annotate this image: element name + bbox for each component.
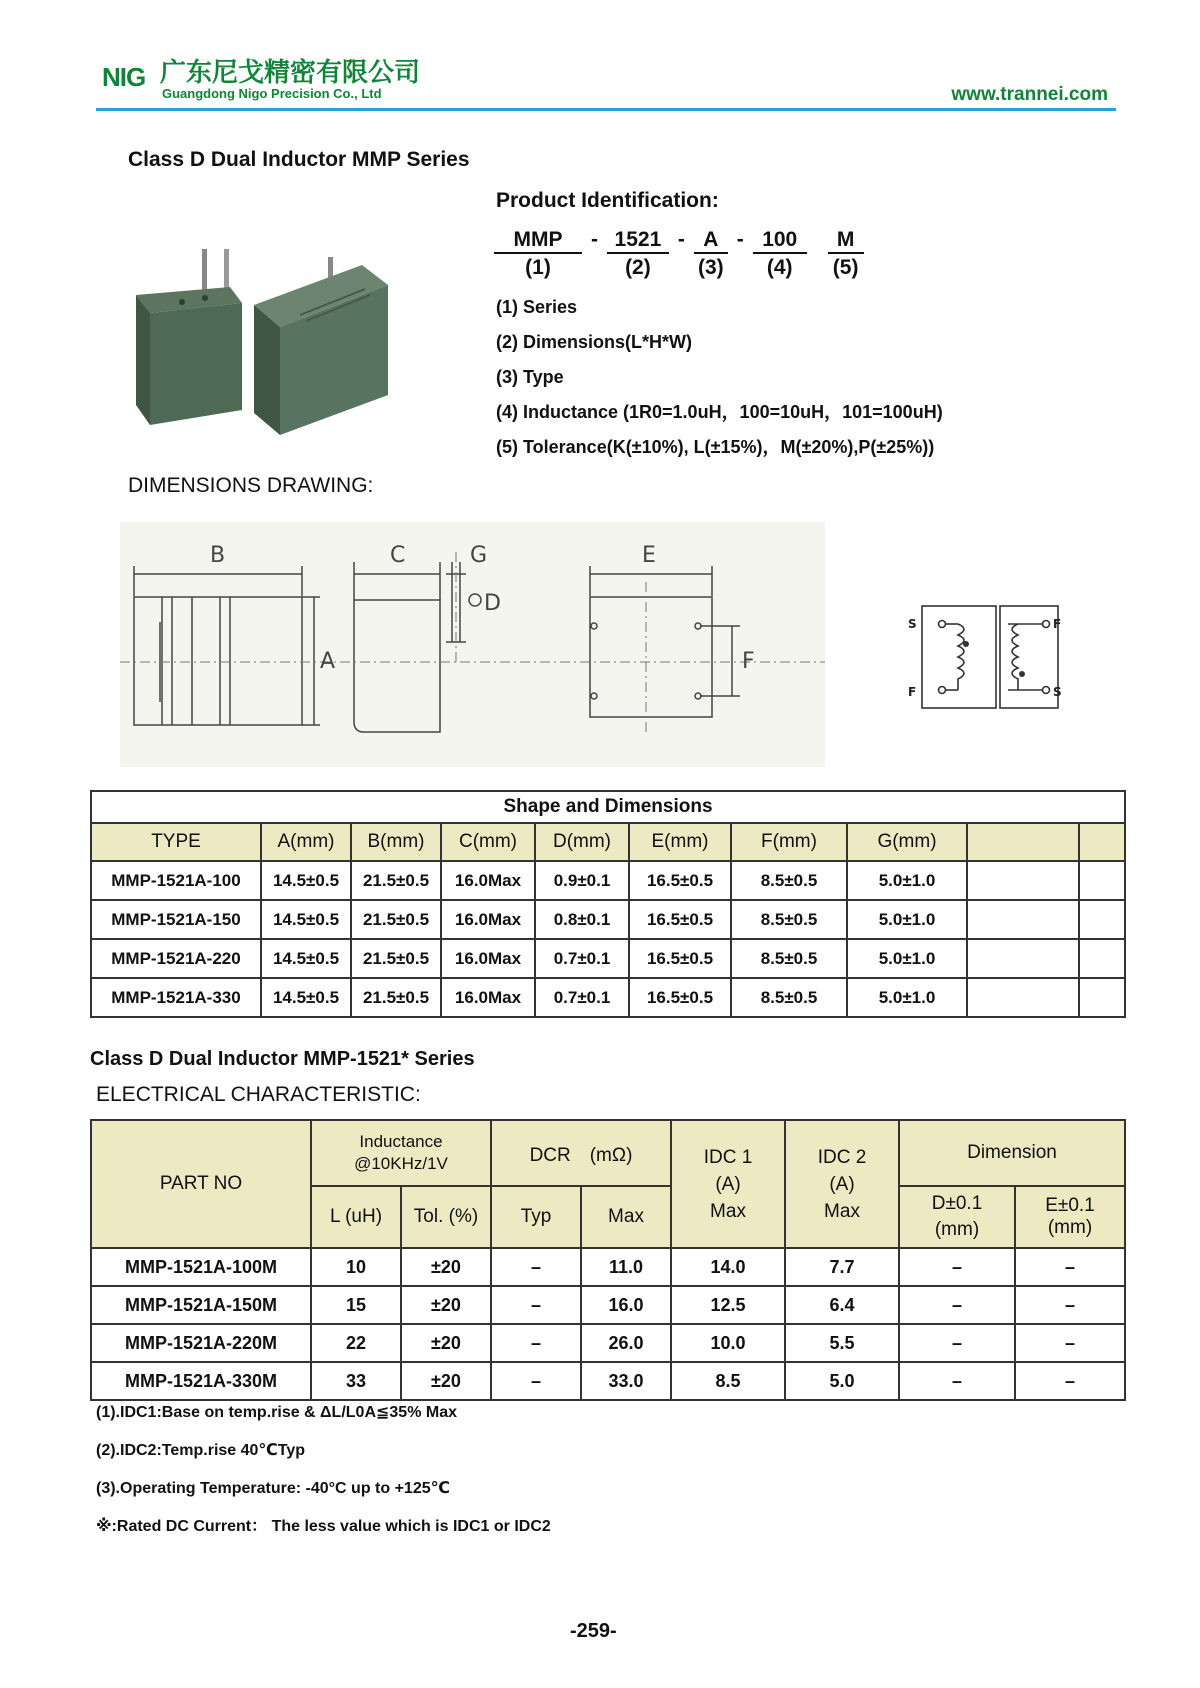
code-index-2: (2) bbox=[625, 256, 651, 279]
code-separator: - bbox=[736, 228, 744, 251]
shape-table-header: TYPE bbox=[91, 823, 261, 861]
shape-table-header: G(mm) bbox=[847, 823, 967, 861]
electrical-heading: ELECTRICAL CHARACTERISTIC: bbox=[96, 1083, 421, 1106]
table-cell: 11.0 bbox=[581, 1248, 671, 1286]
header-l-uh: L (uH) bbox=[311, 1186, 401, 1248]
table-row bbox=[91, 900, 1125, 939]
table-cell: 0.8±0.1 bbox=[535, 900, 629, 939]
table-cell: 5.0 bbox=[785, 1362, 899, 1400]
table-cell: – bbox=[491, 1286, 581, 1324]
table-cell: MMP-1521A-330 bbox=[91, 978, 261, 1017]
table-cell: – bbox=[491, 1324, 581, 1362]
table-cell: 8.5±0.5 bbox=[731, 939, 847, 978]
table-row bbox=[91, 1286, 1125, 1324]
shape-table-header bbox=[967, 823, 1079, 861]
table-cell: MMP-1521A-100M bbox=[91, 1248, 311, 1286]
table-cell: MMP-1521A-150M bbox=[91, 1286, 311, 1324]
table-cell: ±20 bbox=[401, 1362, 491, 1400]
shape-table-header: F(mm) bbox=[731, 823, 847, 861]
code-part-type: A bbox=[694, 228, 728, 254]
table-cell bbox=[967, 861, 1079, 900]
legend-item-type: (3) Type bbox=[496, 367, 564, 387]
header-part-no: PART NO bbox=[91, 1120, 311, 1248]
table-cell: 0.7±0.1 bbox=[535, 978, 629, 1017]
note-idc1: (1).IDC1:Base on temp.rise & ΔL/L0A≦35% Max bbox=[96, 1404, 457, 1421]
table-cell: 16.5±0.5 bbox=[629, 978, 731, 1017]
dimensions-drawing-svg bbox=[120, 522, 825, 767]
table-cell: – bbox=[491, 1362, 581, 1400]
table-cell: – bbox=[899, 1362, 1015, 1400]
table-cell: 16.5±0.5 bbox=[629, 861, 731, 900]
schematic-label-start-1: S bbox=[908, 617, 917, 631]
note-operating-temperature: (3).Operating Temperature: -40°C up to +125℃ bbox=[96, 1480, 450, 1497]
code-part-tolerance: M bbox=[828, 228, 864, 254]
header-d-line2: (mm) bbox=[934, 1219, 980, 1240]
table-cell: – bbox=[1015, 1324, 1125, 1362]
company-logo-mark: NIG bbox=[102, 62, 146, 92]
legend-item-inductance: (4) Inductance (1R0=1.0uH，100=10uH，101=100uH) bbox=[496, 402, 943, 422]
code-legend-list bbox=[496, 290, 943, 465]
header-idc2-line1: IDC 2 bbox=[817, 1146, 867, 1168]
shape-table-header: C(mm) bbox=[441, 823, 535, 861]
table-cell: ±20 bbox=[401, 1324, 491, 1362]
company-name-english: Guangdong Nigo Precision Co., Ltd bbox=[162, 86, 382, 101]
table-cell: 8.5 bbox=[671, 1362, 785, 1400]
table-cell: – bbox=[1015, 1286, 1125, 1324]
schematic-label-finish-1: F bbox=[908, 685, 917, 699]
dim-label-a: A bbox=[320, 649, 336, 674]
legend-item-series: (1) Series bbox=[496, 297, 578, 317]
note-idc2: (2).IDC2:Temp.rise 40℃Typ bbox=[96, 1442, 306, 1459]
table-cell: 16.0Max bbox=[441, 978, 535, 1017]
series-title: Class D Dual Inductor MMP-1521* Series bbox=[90, 1048, 475, 1070]
legend-item-dimensions: (2) Dimensions(L*H*W) bbox=[496, 332, 693, 352]
shape-table-header: D(mm) bbox=[535, 823, 629, 861]
table-cell bbox=[1079, 978, 1125, 1017]
dim-label-e: E bbox=[642, 543, 656, 568]
table-cell bbox=[967, 900, 1079, 939]
header-inductance-line2: @10KHz/1V bbox=[354, 1154, 448, 1173]
header-dcr-max: Max bbox=[581, 1186, 671, 1248]
table-cell: 8.5±0.5 bbox=[731, 861, 847, 900]
table-cell: – bbox=[1015, 1362, 1125, 1400]
table-cell: 14.0 bbox=[671, 1248, 785, 1286]
header-dimension: Dimension bbox=[899, 1120, 1125, 1186]
table-cell: – bbox=[491, 1248, 581, 1286]
winding-schematic-svg bbox=[908, 604, 1062, 710]
electrical-characteristics-table bbox=[90, 1119, 1126, 1401]
schematic-label-start-2: S bbox=[1053, 685, 1062, 699]
table-row bbox=[91, 861, 1125, 900]
page-number: -259- bbox=[570, 1620, 617, 1642]
company-name-chinese: 广东尼戈精密有限公司 bbox=[160, 58, 421, 88]
shape-table-header: B(mm) bbox=[351, 823, 441, 861]
product-photo bbox=[130, 245, 400, 445]
table-cell: 16.0Max bbox=[441, 900, 535, 939]
table-cell: 21.5±0.5 bbox=[351, 861, 441, 900]
table-cell: 16.5±0.5 bbox=[629, 900, 731, 939]
table-cell: MMP-1521A-220 bbox=[91, 939, 261, 978]
table-cell: 33 bbox=[311, 1362, 401, 1400]
header-d-line1: D±0.1 bbox=[931, 1193, 983, 1214]
table-cell: – bbox=[899, 1286, 1015, 1324]
dim-label-f: F bbox=[742, 649, 755, 674]
product-identification-heading: Product Identification: bbox=[496, 189, 719, 212]
table-cell: 14.5±0.5 bbox=[261, 939, 351, 978]
table-cell: 5.0±1.0 bbox=[847, 861, 967, 900]
website-link[interactable]: www.trannei.com bbox=[951, 84, 1108, 105]
table-cell: 6.4 bbox=[785, 1286, 899, 1324]
table-cell: ±20 bbox=[401, 1248, 491, 1286]
table-cell bbox=[967, 978, 1079, 1017]
table-cell: 12.5 bbox=[671, 1286, 785, 1324]
table-cell: 5.5 bbox=[785, 1324, 899, 1362]
table-cell: 5.0±1.0 bbox=[847, 900, 967, 939]
shape-dimensions-table bbox=[90, 790, 1126, 1018]
code-part-inductance: 100 bbox=[753, 228, 807, 254]
shape-table-caption: Shape and Dimensions bbox=[91, 791, 1125, 823]
code-index-5: (5) bbox=[832, 256, 859, 279]
table-cell: 26.0 bbox=[581, 1324, 671, 1362]
dimensions-drawing-heading: DIMENSIONS DRAWING: bbox=[128, 474, 374, 497]
table-cell: 0.9±0.1 bbox=[535, 861, 629, 900]
shape-table-header bbox=[1079, 823, 1125, 861]
dimensions-drawing bbox=[120, 522, 825, 767]
header-e-dimension bbox=[1015, 1186, 1125, 1248]
header-idc2 bbox=[785, 1120, 899, 1248]
table-cell: 21.5±0.5 bbox=[351, 939, 441, 978]
table-row bbox=[91, 978, 1125, 1017]
table-cell: 16.0Max bbox=[441, 861, 535, 900]
table-row bbox=[91, 1248, 1125, 1286]
table-cell bbox=[1079, 861, 1125, 900]
table-cell: MMP-1521A-330M bbox=[91, 1362, 311, 1400]
table-cell: – bbox=[899, 1248, 1015, 1286]
header-inductance bbox=[311, 1120, 491, 1186]
winding-schematic bbox=[908, 604, 1062, 710]
page-title: Class D Dual Inductor MMP Series bbox=[128, 148, 470, 171]
header-idc1-line1: IDC 1 bbox=[703, 1146, 753, 1168]
table-cell: 8.5±0.5 bbox=[731, 978, 847, 1017]
header-idc1-line2: (A) bbox=[715, 1173, 741, 1195]
header-idc2-line2: (A) bbox=[829, 1173, 855, 1195]
table-cell: 5.0±1.0 bbox=[847, 939, 967, 978]
header-e-line2: (mm) bbox=[1047, 1217, 1093, 1238]
table-cell bbox=[1079, 939, 1125, 978]
header-idc2-line3: Max bbox=[824, 1200, 860, 1222]
code-part-series: MMP bbox=[494, 228, 582, 254]
table-cell: MMP-1521A-100 bbox=[91, 861, 261, 900]
table-cell: 16.0Max bbox=[441, 939, 535, 978]
product-code-breakdown bbox=[494, 228, 864, 280]
table-cell: 0.7±0.1 bbox=[535, 939, 629, 978]
notes-list bbox=[96, 1394, 551, 1546]
table-cell: – bbox=[1015, 1248, 1125, 1286]
table-cell: 16.5±0.5 bbox=[629, 939, 731, 978]
table-cell: MMP-1521A-150 bbox=[91, 900, 261, 939]
table-cell: 15 bbox=[311, 1286, 401, 1324]
schematic-label-finish-2: F bbox=[1053, 617, 1062, 631]
header-dcr: DCR (mΩ) bbox=[491, 1120, 671, 1186]
header-idc1-line3: Max bbox=[710, 1200, 746, 1222]
header-e-line1: E±0.1 bbox=[1045, 1195, 1095, 1216]
table-cell: 22 bbox=[311, 1324, 401, 1362]
table-cell: 8.5±0.5 bbox=[731, 900, 847, 939]
header-tolerance: Tol. (%) bbox=[401, 1186, 491, 1248]
table-cell: 14.5±0.5 bbox=[261, 978, 351, 1017]
shape-table-header: E(mm) bbox=[629, 823, 731, 861]
code-index-3: (3) bbox=[697, 256, 724, 279]
header-dcr-typ: Typ bbox=[491, 1186, 581, 1248]
code-separator: - bbox=[590, 228, 598, 251]
table-cell: 14.5±0.5 bbox=[261, 900, 351, 939]
table-cell bbox=[1079, 900, 1125, 939]
table-cell: 14.5±0.5 bbox=[261, 861, 351, 900]
table-row bbox=[91, 939, 1125, 978]
table-cell: 33.0 bbox=[581, 1362, 671, 1400]
dim-label-b: B bbox=[210, 543, 226, 568]
shape-table-header: A(mm) bbox=[261, 823, 351, 861]
code-separator: - bbox=[677, 228, 685, 251]
header-idc1 bbox=[671, 1120, 785, 1248]
table-cell: MMP-1521A-220M bbox=[91, 1324, 311, 1362]
header-d-dimension bbox=[899, 1186, 1015, 1248]
dim-label-c: C bbox=[390, 543, 406, 568]
table-cell: ±20 bbox=[401, 1286, 491, 1324]
table-cell: 5.0±1.0 bbox=[847, 978, 967, 1017]
header-inductance-line1: Inductance bbox=[359, 1132, 443, 1151]
table-cell: 7.7 bbox=[785, 1248, 899, 1286]
code-index-4: (4) bbox=[766, 256, 793, 279]
legend-item-tolerance: (5) Tolerance(K(±10%), L(±15%)，M(±20%),P(±25%)) bbox=[496, 437, 935, 457]
header-divider bbox=[96, 108, 1116, 111]
table-cell: 10.0 bbox=[671, 1324, 785, 1362]
table-cell: 10 bbox=[311, 1248, 401, 1286]
table-cell: 21.5±0.5 bbox=[351, 900, 441, 939]
dim-label-d: D bbox=[484, 591, 501, 616]
table-cell: – bbox=[899, 1324, 1015, 1362]
code-index-1: (1) bbox=[525, 256, 551, 279]
table-row bbox=[91, 1324, 1125, 1362]
table-cell bbox=[967, 939, 1079, 978]
code-part-dimensions: 1521 bbox=[607, 228, 669, 254]
table-cell: 21.5±0.5 bbox=[351, 978, 441, 1017]
note-rated-dc-current: ※:Rated DC Current： The less value which is IDC1 or IDC2 bbox=[96, 1518, 551, 1535]
dim-label-g: G bbox=[470, 543, 488, 568]
table-cell: 16.0 bbox=[581, 1286, 671, 1324]
